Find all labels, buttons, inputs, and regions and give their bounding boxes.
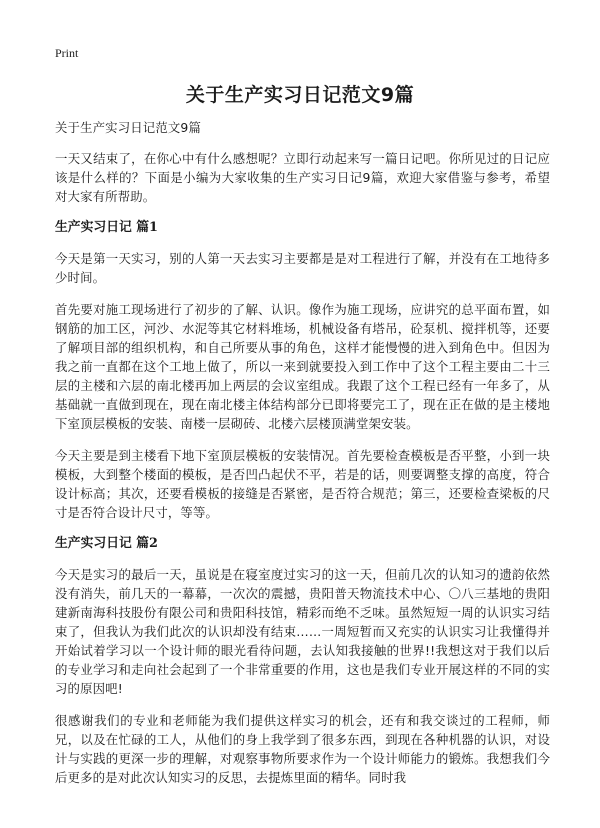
section-paragraph: 今天是第一天实习，别的人第一天去实习主要都是是对工程进行了解，并没有在工地待多少时间。 [55, 251, 550, 285]
document-subtitle: 关于生产实习日记范文9篇 [55, 120, 201, 135]
section-heading: 生产实习日记 篇1 [55, 220, 158, 235]
section-paragraph: 首先要对施工现场进行了初步的了解、认识。像作为施工现场，应讲究的总平面布置，如钢筋的加工区，河沙、水泥等其它材料堆场，机械设备有塔吊，砼泵机、搅拌机等，还要了解项目部的组织机构，和自己所要从事的角色，这样才能慢慢的进入到角色中。但因为我之前一直都在这个工地上做了，所以一来到就要投入到工作中了这个工程主要由二十三层的主楼和六层的南北楼再加上两层的会议室组成。我跟了这个工程已经有一年多了，从基础就一直做到现在，现在南北楼主体结构部分已即将要完工了，现在正在做的是主楼地下室顶层模板的安装、南楼一层砌砖、北楼六层楼顶满堂架安装。 [55, 302, 550, 431]
print-link[interactable]: Print [55, 46, 79, 60]
section-heading: 生产实习日记 篇2 [55, 536, 158, 551]
intro-paragraph: 一天又结束了，在你心中有什么感想呢？立即行动起来写一篇日记吧。你所见过的日记应该是什么样的？下面是小编为大家收集的生产实习日记9篇，欢迎大家借鉴与参考，希望对大家有所帮助。 [55, 151, 550, 204]
document-title: 关于生产实习日记范文9篇 [185, 84, 415, 106]
document-body [55, 118, 550, 800]
section-paragraph: 很感谢我们的专业和老师能为我们提供这样实习的机会，还有和我交谈过的工程师，师兄，以及在忙碌的工人，从他们的身上我学到了很多东西，到现在各种机器的认识，对设计与实践的更深一步的理解，对观察事物所要求作为一个设计师能力的锻炼。我想我们今后更多的是对此次认知实习的反思，去提炼里面的精华。同时我 [55, 713, 550, 785]
section-paragraph: 今天是实习的最后一天，虽说是在寝室度过实习的这一天，但前几次的认知习的遗韵依然没有消失，前几天的一幕幕，一次次的震撼，贵阳普天物流技术中心、〇八三基地的贵阳建新南海科技股份有限公司和贵阳科技馆，精彩而绝不乏味。虽然短短一周的认识实习结束了，但我认为我们此次的认识却没有结束……一周短暂而又充实的认识实习让我懂得并开始试着学习以一个设计师的眼光看待问题，去认知我接触的世界!!我想这对于我们以后的专业学习和走向社会起到了一个非常重要的作用，这也是我们专业开展这样的不同的实习的原因吧! [55, 567, 550, 696]
section-paragraph: 今天主要是到主楼看下地下室顶层模板的安装情况。首先要检查模板是否平整，小到一块模板，大到整个楼面的模板，是否凹凸起伏不平，若是的话，则要调整支撑的高度，符合设计标高；其次，还要看模板的接缝是否紧密，是否符合规范；第三，还要检查梁板的尺寸是否符合设计尺寸，等等。 [55, 448, 550, 520]
